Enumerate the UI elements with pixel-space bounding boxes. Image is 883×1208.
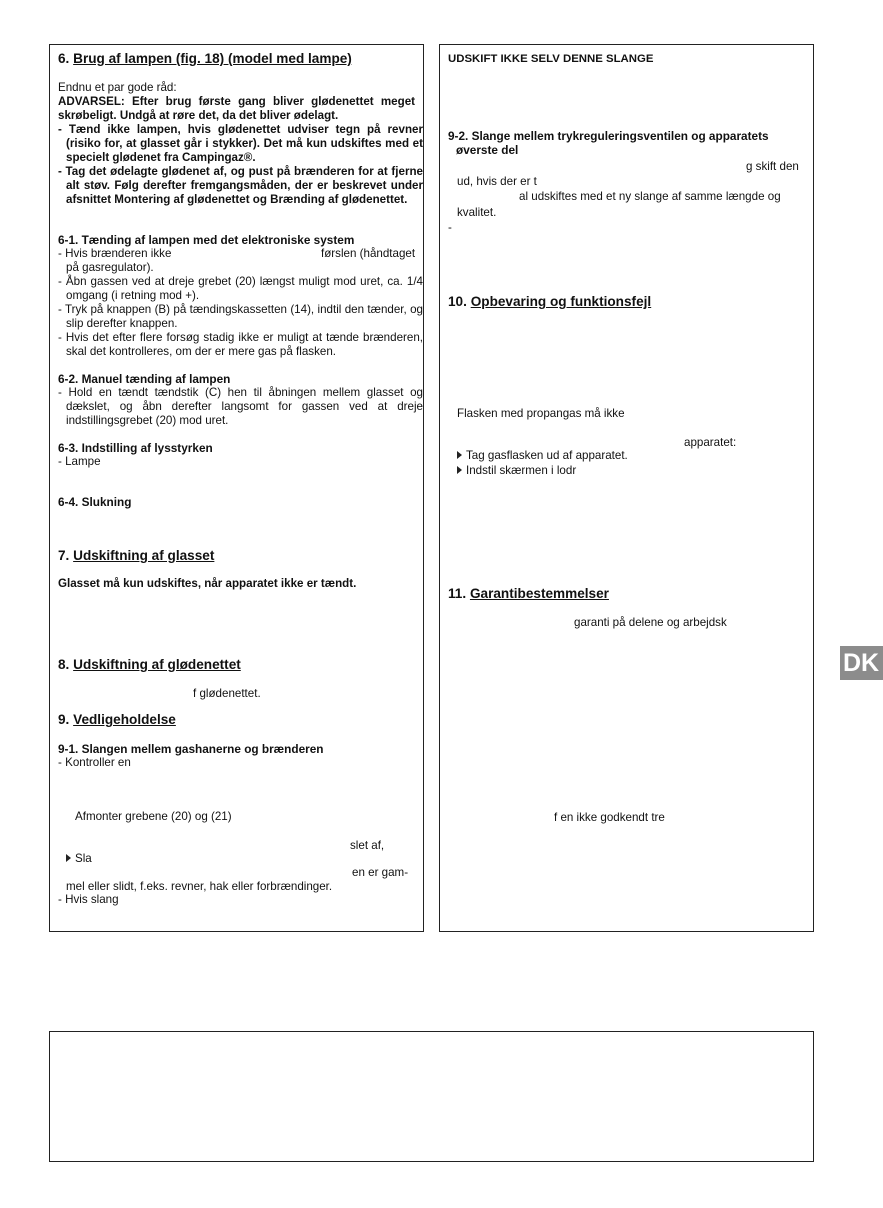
s91-text-3: slet af, [350, 839, 385, 852]
s92-text-5: - [448, 221, 452, 234]
language-tab-dk: DK [840, 646, 883, 680]
s91-text-5: en er gam- [352, 866, 409, 879]
right-column [439, 44, 814, 932]
section-9-1-heading: 9-1. Slangen mellem gashanerne og brænderen [58, 742, 324, 756]
s6-intro: Endnu et par gode råd: [58, 81, 177, 94]
arrow-bullet-icon [457, 451, 462, 459]
section-6-1-heading: 6-1. Tænding af lampen med det elektroniske system [58, 233, 355, 247]
s61-bullet-1b: førslen (håndtaget [321, 247, 416, 260]
left-column [49, 44, 424, 932]
s92-text-2: ud, hvis der er t [457, 175, 537, 188]
s63-bullet-1: - Lampe [58, 455, 101, 468]
s91-text-7: - Hvis slang [58, 893, 119, 906]
s10-text-2: apparatet: [684, 436, 737, 449]
section-10-heading: 10. Opbevaring og funktionsfejl [448, 294, 652, 309]
section-9-2-heading: 9-2. Slange mellem trykreguleringsventilen og apparatets øverste del [448, 129, 769, 157]
arrow-bullet-icon [457, 466, 462, 474]
section-6-heading: 6. Brug af lampen (fig. 18) (model med lampe) [58, 51, 352, 66]
s91-text-2: Afmonter grebene (20) og (21) [75, 810, 232, 823]
s10-arrow-item-2: Indstil skærmen i lodr [457, 464, 576, 478]
s10-text-1: Flasken med propangas må ikke [457, 407, 625, 420]
s91-arrow-item: Sla [66, 852, 92, 866]
s61-bullet-3: - Tryk på knappen (B) på tændingskassetten (14), indtil den tænder, og slip derefter knappen. [58, 303, 423, 330]
s91-bullet-1: - Kontroller en [58, 756, 131, 769]
section-6-3-heading: 6-3. Indstilling af lysstyrken [58, 441, 213, 455]
s7-text: Glasset må kun udskiftes, når apparatet ikke er tændt. [58, 577, 357, 590]
section-7-heading: 7. Udskiftning af glasset [58, 548, 215, 563]
hose-warning: UDSKIFT IKKE SELV DENNE SLANGE [448, 53, 654, 65]
section-8-heading: 8. Udskiftning af glødenettet [58, 657, 241, 672]
section-6-4-heading: 6-4. Slukning [58, 495, 132, 509]
section-9-heading: 9. Vedligeholdelse [58, 712, 176, 727]
s6-bullet-2: - Tag det ødelagte glødenet af, og pust på brænderen for at fjerne alt støv. Følg derefter fremgangsmåden, der er beskrevet under afsnittet Montering af glødenettet og Brænding af glødenettet. [58, 165, 423, 206]
section-11-heading: 11. Garantibestemmelser [448, 586, 609, 601]
s11-text-1: garanti på delene og arbejdsk [574, 616, 727, 629]
s8-text: f glødenettet. [193, 687, 261, 700]
s91-text-6: mel eller slidt, f.eks. revner, hak eller forbrændinger. [66, 880, 333, 893]
s61-bullet-4: - Hvis det efter flere forsøg stadig ikke er muligt at tænde brænderen, skal det kontrolleres, om der er mere gas på flasken. [58, 331, 423, 358]
bottom-box [49, 1031, 814, 1162]
section-6-2-heading: 6-2. Manuel tænding af lampen [58, 372, 231, 386]
s61-bullet-2: - Åbn gassen ved at dreje grebet (20) længst muligt mod uret, ca. 1/4 omgang (i retning mod +). [58, 275, 423, 302]
s92-text-3: al udskiftes med et ny slange af samme længde og [519, 190, 781, 203]
s62-bullet-1: - Hold en tændt tændstik (C) hen til åbningen mellem glasset og dækslet, og åbn derefter langsomt for gassen ved at dreje indstillingsgrebet (20) mod uret. [58, 386, 423, 427]
s92-text-4: kvalitet. [457, 206, 497, 219]
s61-bullet-1c: på gasregulator). [66, 261, 154, 274]
s6-bullet-1: - Tænd ikke lampen, hvis glødenettet udviser tegn på revner (risiko for, at glasset går i stykker). Det må kun udskiftes med et specielt glødenet fra Campingaz®. [58, 123, 423, 164]
s10-arrow-item-1: Tag gasflasken ud af apparatet. [457, 449, 628, 463]
s61-bullet-1a: - Hvis brænderen ikke [58, 247, 172, 260]
s92-text-1: g skift den [746, 160, 799, 173]
s11-text-2: f en ikke godkendt tre [554, 811, 665, 824]
arrow-bullet-icon [66, 854, 71, 862]
s6-warning: ADVARSEL: Efter brug første gang bliver glødenettet meget skrøbeligt. Undgå at røre det, da det bliver ødelagt. [58, 95, 415, 122]
